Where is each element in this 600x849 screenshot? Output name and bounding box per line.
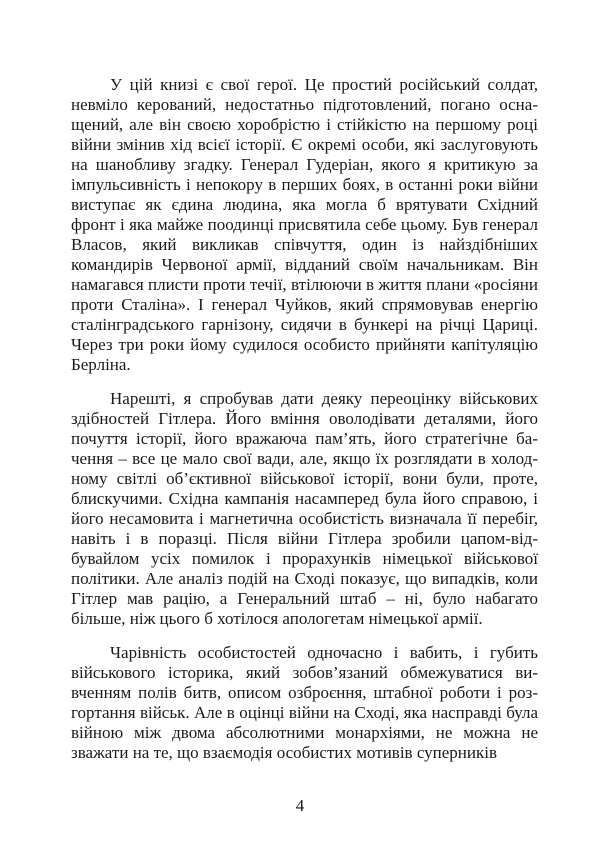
paragraph-personalities: Чарівність особистостей одночасно і вабить, і губить військового історика, який зобов’язаний обмежуватися вивченням полів битв, описом озброєння, штабної роботи і розгортання військ. Але в оцінці війни на Сході, яка насправді була війною між двома абсолютними монархіями, не можна не зважати на те, що взаємодія особистих мотивів суперників bbox=[71, 643, 538, 762]
paragraph-heroes: У цій книзі є свої герої. Це простий російський солдат, невміло керований, недостатньо підготовлений, погано оснащений, але він своєю хоробрістю і стійкістю на першому році війни змінив хід всієї історії. Є окремі особи, які заслуговують на шанобливу згадку. Генерал Гудеріан, якого я критикую за імпульсивність і непокору в перших боях, в останні роки війни виступає як єдина людина, яка могла б врятувати Східний фронт і яка майже поодинці присвятила себе цьому. Був генерал Власов, який викликав співчуття, один із найздібніших командирів Червоної армії, відданий своїм начальникам. Він намагався плисти проти течії, втілюючи в життя плани «росіяни проти Сталіна». І генерал Чуйков, який спрямовував енергію сталінградського гарнізону, сидячи в бункері на річці Цариці. Через три роки йому судилося особисто прийняти капітуляцію Берліна. bbox=[71, 75, 538, 374]
page-body bbox=[71, 75, 538, 777]
paragraph-hitler-reassessment: Нарешті, я спробував дати деяку переоцінку військових здібностей Гітлера. Його вміння оволодівати деталями, його почуття історії, його вражаюча пам’ять, його стратегічне бачення – все це мало свої вади, але, якщо їх розглядати в холодному світлі об’єктивної військової історії, вони були, проте, блискучими. Східна кампанія насамперед була його справою, і його несамовита і магнетична особистість визначала її перебіг, навіть і в поразці. Після війни Гітлера зробили цапом-відбувайлом усіх помилок і прорахунків німецької військової політики. Але аналіз подій на Сході показує, що випадків, коли Гітлер мав рацію, а Генеральний штаб – ні, було набагато більше, ніж цього б хотілося апологетам німецької армії. bbox=[71, 389, 538, 628]
page-number: 4 bbox=[295, 796, 305, 815]
